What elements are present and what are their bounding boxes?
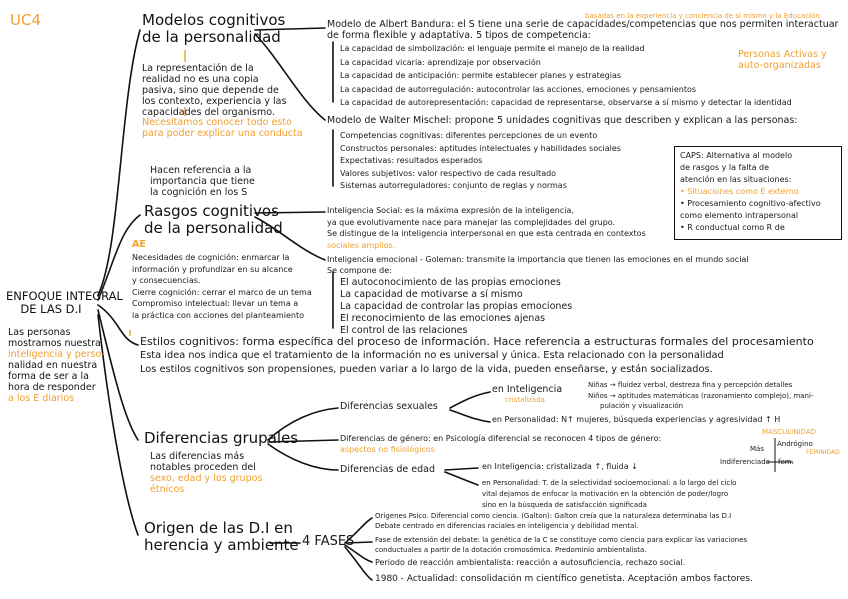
bandura-heading: Modelo de Albert Bandura: el S tiene una serie de capacidades/competencias que nos permiten interactuar bbox=[327, 19, 839, 30]
list-item: Sistemas autorreguladores: conjunto de reglas y normas bbox=[340, 181, 567, 190]
pers-line: en Personalidad: T. de la selectividad socioemocional: a lo largo del ciclo bbox=[482, 479, 737, 487]
mischel-list bbox=[340, 130, 621, 193]
desc-line: La representación de la bbox=[142, 63, 254, 74]
fem-label: fem. bbox=[778, 458, 794, 466]
indiferenciado-label: Indiferenciado bbox=[720, 458, 770, 466]
sexuales-intel-sub: cristalizada bbox=[505, 396, 545, 404]
note-line: Hacen referencia a la bbox=[150, 165, 252, 176]
fase-line: Orígenes Psico. Diferencial como ciencia. (Galton): Galton creía que la naturaleza determinaba las D.I bbox=[375, 512, 732, 520]
fases-label: 4 FASES bbox=[302, 534, 355, 549]
genero-line-2: aspectos no fisiológicos bbox=[340, 445, 435, 454]
title-line: de la personalidad bbox=[142, 28, 281, 47]
list-item: Competencias cognitivas: diferentes percepciones de un evento bbox=[340, 131, 598, 140]
desc-line: nalidad en nuestra bbox=[8, 359, 98, 371]
caps-line: atención en las situaciones: bbox=[680, 175, 792, 184]
desc-line: a los E diarios bbox=[8, 392, 75, 404]
mischel-heading: Modelo de Walter Mischel: propone 5 unidades cognitivas que describen y explican a las personas: bbox=[327, 115, 798, 126]
ae-line: información y profundizar en su alcance bbox=[132, 264, 293, 274]
center-description bbox=[8, 327, 105, 404]
feminidad-label: FEMINIDAD bbox=[806, 449, 840, 456]
fase-3: Periodo de reacción ambientalista: reacción a autosuficiencia, rechazo social. bbox=[375, 558, 686, 567]
emocional-list bbox=[340, 277, 572, 337]
androgino-label: Andrógino bbox=[777, 440, 813, 448]
unit-label: UC4 bbox=[10, 11, 41, 29]
estilos-line: Esta idea nos indica que el tratamiento de la información no es universal y única. Esta relacionado con la personalidad bbox=[140, 350, 724, 361]
bandura-subheading: de forma flexible y adaptativa. 5 tipos de competencia: bbox=[327, 30, 591, 41]
estilos-line: Los estilos cognitivos son propensiones, pueden variar a lo largo de la vida, pueden enseñarse, y están socializados. bbox=[140, 364, 713, 375]
caps-line: • Procesamiento cognitivo-afectivo bbox=[680, 199, 821, 208]
list-item: La capacidad de autorepresentación: capacidad de representarse, observarse a sí mismo y detectar la identidad bbox=[340, 98, 792, 107]
note-line: Personas Activas y bbox=[738, 49, 827, 60]
bandura-list bbox=[340, 42, 792, 110]
list-item: La capacidad vicaria: aprendizaje por observación bbox=[340, 57, 541, 67]
list-item: Expectativas: resultados esperados bbox=[340, 156, 483, 165]
genero-axis bbox=[765, 436, 795, 476]
social-line: ya que evolutivamente nace para manejar las complejidades del grupo. bbox=[327, 217, 616, 227]
list-item: La capacidad de simbolización: el lenguaje permite el manejo de la realidad bbox=[340, 44, 645, 53]
note-line: Necesitamos conocer todo esto bbox=[142, 117, 292, 128]
ae-line: Cierre cognición: cerrar el marco de un tema bbox=[132, 287, 312, 297]
estilos-line: Estilos cognitivos: forma específica del proceso de información. Hace referencia a estructuras formales del procesamiento bbox=[140, 335, 814, 348]
genero-line: Diferencias de género: en Psicología diferencial se reconocen 4 tipos de género: bbox=[340, 434, 662, 443]
diferencias-sexuales-label: Diferencias sexuales bbox=[340, 401, 438, 412]
desc-line: mostramos nuestra bbox=[8, 337, 101, 349]
ae-label: AE bbox=[132, 239, 146, 250]
sexuales-intel: en Inteligencia bbox=[492, 384, 563, 395]
origen-title bbox=[144, 520, 299, 555]
social-line: Inteligencia Social: es la máxima expresión de la inteligencia, bbox=[327, 206, 574, 215]
desc-line: realidad no es una copia bbox=[142, 73, 259, 85]
inteligencia-social bbox=[327, 205, 646, 251]
note-line: auto-organizadas bbox=[738, 59, 821, 71]
desc-line: étnicos bbox=[150, 483, 185, 495]
fase-4: 1980 - Actualidad: consolidación m científico genetista. Aceptación ambos factores. bbox=[375, 574, 753, 584]
caps-line: de rasgos y la falta de bbox=[680, 163, 770, 172]
list-item: Valores subjetivos: valor respectivo de cada resultado bbox=[340, 168, 557, 178]
desc-line: forma de ser a la bbox=[8, 370, 89, 382]
inteligencia-emocional-heading: Inteligencia emocional - Goleman: transmite la importancia que tienen las emociones en el mundo social bbox=[327, 255, 749, 264]
estilos-block bbox=[140, 335, 814, 377]
note-line: la cognición en los S bbox=[150, 186, 248, 198]
list-item: La capacidad de controlar las propias emociones bbox=[340, 301, 573, 312]
fase-line: conductuales a partir de la dotación cromosómica. Predominio ambientalista. bbox=[375, 546, 647, 554]
pers-line: sino en la búsqueda de satisfacción significada bbox=[482, 501, 647, 509]
list-item: El autoconocimiento de las propias emociones bbox=[340, 277, 561, 288]
caps-text bbox=[680, 150, 821, 234]
diferencias-edad-label: Diferencias de edad bbox=[340, 464, 435, 475]
title-line: de la personalidad bbox=[144, 219, 283, 238]
rasgos-above-note bbox=[150, 166, 255, 199]
desc-line: notables proceden del bbox=[150, 461, 256, 473]
desc-line: hora de responder bbox=[8, 381, 96, 393]
ae-line: Necesidades de cognición: enmarcar la bbox=[132, 253, 290, 262]
caps-line: CAPS: Alternativa al modelo bbox=[680, 151, 793, 160]
center-title bbox=[6, 289, 123, 317]
inteligencia-emocional-sub: Se compone de: bbox=[327, 266, 392, 275]
desc-line: los contexto, experiencia y las bbox=[142, 95, 287, 107]
pers-line: vital dejamos de enfocar la motivación en la obtención de poder/logro bbox=[482, 490, 729, 498]
ae-line: Compromiso intelectual: llevar un tema a bbox=[132, 299, 299, 308]
social-line: Se distingue de la inteligencia interpersonal en que esta centrada en contextos bbox=[327, 229, 646, 238]
fase-line: Debate centrado en diferencias raciales en inteligencia y debilidad mental. bbox=[375, 522, 639, 530]
center-title-line: DE LAS D.I bbox=[20, 302, 82, 317]
masculinidad-label: MASCULINIDAD bbox=[762, 428, 816, 436]
desc-line: Las diferencias más bbox=[150, 451, 245, 462]
fase-2 bbox=[375, 535, 747, 555]
desc-line: Las personas bbox=[8, 327, 71, 338]
desc-line: pasiva, sino que depende de bbox=[142, 84, 279, 96]
ninas-line: Niñas → fluidez verbal, destreza fina y percepción detalles bbox=[588, 381, 793, 389]
edad-intel: en Inteligencia: cristalizada ↑, fluida ↓ bbox=[482, 462, 638, 471]
ae-line: la práctica con acciones del planteamiento bbox=[132, 310, 305, 320]
edad-personalidad bbox=[482, 478, 736, 511]
ninos-line: Niños → aptitudes matemáticas (razonamiento complejo), mani- bbox=[588, 392, 814, 400]
caps-line: • R conductual como R de bbox=[680, 223, 785, 232]
list-item: El control de las relaciones bbox=[340, 325, 468, 336]
note-line: importancia que tiene bbox=[150, 175, 255, 187]
ae-list bbox=[132, 252, 312, 321]
desc-line: inteligencia y perso- bbox=[8, 348, 105, 360]
grupales-title: Diferencias grupales bbox=[144, 429, 299, 447]
social-line: sociales amplios. bbox=[327, 240, 396, 250]
title-line: Origen de las D.I en bbox=[144, 519, 293, 537]
fase-line: Fase de extensión del debate: la genética de la C se constituye como ciencia para explicar las variaciones bbox=[375, 536, 748, 544]
modelos-description bbox=[142, 64, 286, 119]
desc-line: sexo, edad y los grupos bbox=[150, 472, 263, 484]
modelos-note bbox=[142, 118, 303, 140]
caps-line: • Situaciones como E externo bbox=[680, 187, 799, 196]
list-item: La capacidad de motivarse a sí mismo bbox=[340, 289, 523, 300]
list-item: El reconocimiento de las emociones ajenas bbox=[340, 313, 546, 324]
rasgos-title bbox=[144, 203, 283, 238]
caps-line: como elemento intrapersonal bbox=[680, 211, 799, 220]
modelos-title bbox=[142, 12, 285, 47]
list-item: La capacidad de autorregulación: autocontrolar las acciones, emociones y pensamientos bbox=[340, 84, 697, 94]
title-line: herencia y ambiente bbox=[144, 536, 299, 555]
list-item: Constructos personales: aptitudes intelectuales y habilidades sociales bbox=[340, 143, 621, 153]
title-line: Rasgos cognitivos bbox=[144, 202, 279, 220]
desc-line: capacidades del organismo. bbox=[142, 106, 275, 118]
bandura-top-note: basadas en la experiencia y conciencia de sí mismo y la Educación bbox=[585, 12, 820, 20]
mas-label: Más bbox=[750, 445, 764, 453]
sexuales-personalidad: en Personalidad: N↑ mujeres, búsqueda experiencias y agresividad ↑ H bbox=[492, 415, 781, 424]
grupales-description bbox=[150, 452, 262, 496]
list-item: La capacidad de anticipación: permite establecer planes y estrategias bbox=[340, 71, 622, 80]
ninos-line-2: pulación y visualización bbox=[600, 402, 684, 410]
title-line: Modelos cognitivos bbox=[142, 11, 286, 29]
fase-1 bbox=[375, 511, 731, 531]
ae-line: y consecuencias. bbox=[132, 276, 201, 285]
bandura-side-note bbox=[738, 50, 827, 72]
center-title-line: ENFOQUE INTEGRAL bbox=[6, 289, 123, 303]
note-line: para poder explicar una conducta bbox=[142, 127, 303, 139]
